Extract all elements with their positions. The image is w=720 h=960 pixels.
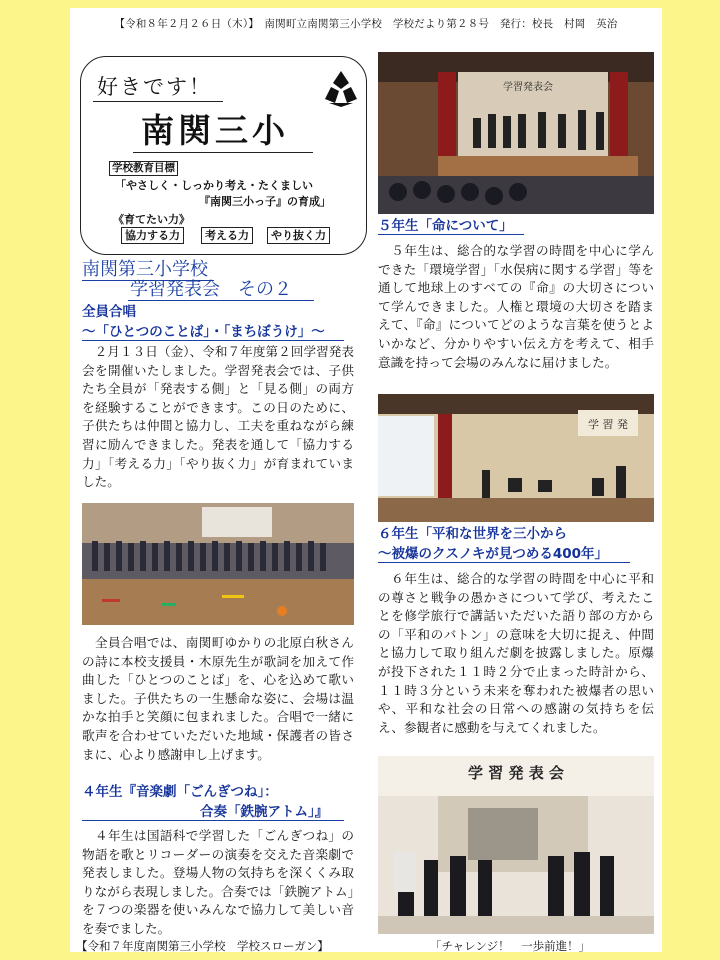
grade4-heading-line2: 合奏「鉄腕アトム」』 xyxy=(200,804,329,820)
grade6-heading-line1: ６年生「平和な世界を三小から xyxy=(378,526,567,542)
slogan-label: 【令和７年度南関第三小学校 学校スローガン】 xyxy=(76,939,329,953)
ability-think: 考える力 xyxy=(201,227,253,244)
paragraph-chorus: 全員合唱では、南関町ゆかりの北原白秋さんの詩に本校支援員・木原先生が歌詞を加えて作曲した「ひとつのことば」を、心を込めて歌いました。子供たちの一生懸命な姿に、会場は温かな拍手と笑顔に包まれました。合唱で一緒に歌声を合わせていただいた地域・保護者の皆さまに、心より感謝申し上げます。 xyxy=(82,635,354,762)
article-event-title: 学習発表会 その２ xyxy=(130,279,292,300)
stage-banner-text: 学習発表会 xyxy=(503,82,553,93)
subtitle-underline xyxy=(93,101,223,102)
paragraph-grade5: ５年生は、総合的な学習の時間を中心に学んできた「環境学習」「水俣病に関する学習」等を通して地球上のすべての『命』の大切さについて学んできました。人権と環境の大切さを踏まえて、『命』についてどのような言葉を使うとよいかなど、分かりやすい伝え方を考えて、相手意識を持って会場のみんなに届けました。 xyxy=(378,243,654,370)
chorus-photo xyxy=(82,503,354,625)
chorus-underline xyxy=(82,340,344,341)
newsletter-page xyxy=(70,8,662,952)
school-slogan: 「チャレンジ！ 一歩前進！」 xyxy=(430,939,591,953)
grade4-underline xyxy=(82,820,344,821)
title-underline xyxy=(133,152,313,153)
goal-line-2: 『南関三小っ子』の育成」 xyxy=(199,195,331,208)
grade6-stage-photo xyxy=(378,756,654,934)
ability-persevere: やり抜く力 xyxy=(267,227,330,244)
goal-line-1: 「やさしく・しっかり考え・たくましい xyxy=(115,179,313,192)
article-school: 南関第三小学校 xyxy=(82,259,208,280)
event-underline xyxy=(128,300,314,301)
banner-text: 学 習 発 表 会 xyxy=(468,764,564,782)
chorus-songs: ～「ひとつのことば」・「まちぼうけ」～ xyxy=(82,324,325,340)
grade4-heading-line1: ４年生『音楽劇「ごんぎつね」： xyxy=(82,784,278,800)
ability-cooperate: 協力する力 xyxy=(121,227,184,244)
grade5-underline xyxy=(378,234,524,235)
paragraph-grade4: ４年生は国語科で学習した「ごんぎつね」の物語を歌とリコーダーの演奏を交えた音楽劇で発表しました。登場人物の気持ちを深くくみ取りながら表現しました。合奏では「鉄腕アトム」を７つの楽器を使いみんなで協力して美しい音を奏でました。 xyxy=(82,828,354,936)
school-emblem-icon xyxy=(321,69,361,109)
chorus-heading: 全員合唱 xyxy=(82,304,136,320)
sign-text: 学 習 発 xyxy=(588,418,628,431)
grade5-heading: ５年生「命について」 xyxy=(378,218,513,234)
paragraph-intro: ２月１３日（金）、令和７年度第２回学習発表会を開催いたしました。学習発表会では、子供たち全員が「発表する側」と「見る側」の両方を経験することができます。この日のために、子供たちは仲間と協力し、工夫を重ねながら練習に励んできました。発表を通して「協力する力」「考える力」「やり抜く力」が育まれていました。 xyxy=(82,344,354,490)
grade6-underline xyxy=(378,562,630,563)
grade5-photo xyxy=(378,52,654,214)
masthead xyxy=(80,56,367,255)
grade6-heading-line2: ～被爆のクスノキが見つめる400年」 xyxy=(378,546,609,562)
ability-label: 《育てたい力》 xyxy=(113,213,190,226)
masthead-title: 南関三小 xyxy=(141,111,289,150)
masthead-subtitle: 好きです！ xyxy=(97,75,212,99)
newsletter-header: 【令和８年２月２６日（木）】 南関町立南関第三小学校 学校だより第２８号 発行：校長 村岡 英治 xyxy=(114,18,618,30)
goal-label: 学校教育目標 xyxy=(109,161,178,176)
grade6-photo xyxy=(378,394,654,522)
paragraph-grade6: ６年生は、総合的な学習の時間を中心に平和の尊さと戦争の愚かさについて学び、考えたことを修学旅行で講話いただいた語り部の方からの「平和のバトン」の意味を大切に捉え、仲間と協力して取り組んだ劇を披露しました。原爆が投下された１１時２分で止まった時計から、１１時３分という未来を奪われた被爆者の思いや、平和な社会の日常への感謝の気持ちを伝え、参観者に感動を与えてくれました。 xyxy=(378,571,654,735)
